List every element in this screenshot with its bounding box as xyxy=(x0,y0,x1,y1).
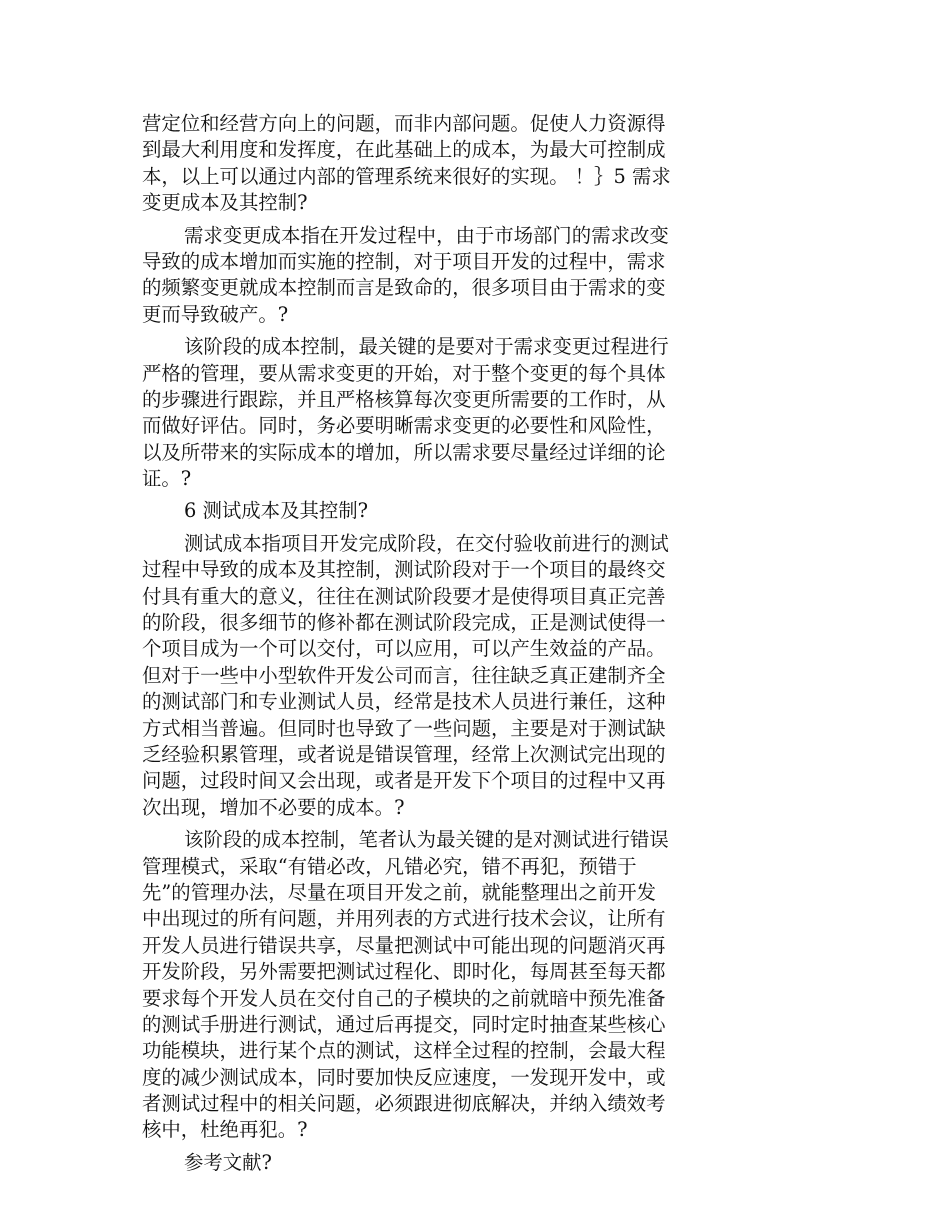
text-line: 方式相当普遍。但同时也导致了一些问题，主要是对于测试缺 xyxy=(142,716,666,740)
text-line: 次出现，增加不必要的成本。? xyxy=(142,795,405,819)
text-line: 度的减少测试成本，同时要加快反应速度，一发现开发中，或 xyxy=(142,1065,666,1089)
text-line: 而做好评估。同时，务必要明晰需求变更的必要性和风险性， xyxy=(142,414,666,438)
text-line: 核中，杜绝再犯。? xyxy=(142,1118,308,1142)
text-line: 参考文献? xyxy=(184,1150,272,1174)
text-line: 6 测试成本及其控制? xyxy=(184,499,369,523)
text-line: 乏经验积累管理，或者说是错误管理，经常上次测试完出现的 xyxy=(142,742,666,766)
text-line: 管理模式，采取“有错必改，凡错必究，错不再犯，预错于 xyxy=(142,854,637,878)
paragraph-positioning-summary xyxy=(142,111,730,217)
text-line: 更而导致破产。? xyxy=(142,302,289,326)
paragraph-testing-cost xyxy=(142,531,730,821)
text-line: 测试成本指项目开发完成阶段，在交付验收前进行的测试 xyxy=(184,531,669,555)
text-line: 开发阶段，另外需要把测试过程化、即时化，每周甚至每天都 xyxy=(142,960,666,984)
text-line: 的测试部门和专业测试人员，经常是技术人员进行兼任，这种 xyxy=(142,690,666,714)
text-line: 者测试过程中的相关问题，必须跟进彻底解决，并纳入绩效考 xyxy=(142,1092,666,1116)
text-line: 付具有重大的意义，往往在测试阶段要才是使得项目真正完善 xyxy=(142,584,666,608)
text-line: 的频繁变更就成本控制而言是致命的，很多项目由于需求的变 xyxy=(142,276,666,300)
text-line: 开发人员进行错误共享，尽量把测试中可能出现的问题消灭再 xyxy=(142,933,666,957)
section-heading-references xyxy=(142,1150,730,1176)
text-line: 营定位和经营方向上的问题，而非内部问题。促使人力资源得 xyxy=(142,112,666,135)
text-line: 到最大利用度和发挥度，在此基础上的成本，为最大可控制成 xyxy=(142,138,666,162)
text-line: 中出现过的所有问题，并用列表的方式进行技术会议，让所有 xyxy=(142,907,666,931)
text-line: 以及所带来的实际成本的增加，所以需求要尽量经过详细的论 xyxy=(142,440,666,464)
text-line: 的测试手册进行测试，通过后再提交，同时定时抽查某些核心 xyxy=(142,1012,666,1036)
text-line: 需求变更成本指在开发过程中，由于市场部门的需求改变 xyxy=(184,223,669,247)
text-line: 严格的管理，要从需求变更的开始，对于整个变更的每个具体 xyxy=(142,361,666,385)
text-line: 个项目成为一个可以交付，可以应用，可以产生效益的产品。 xyxy=(142,637,666,661)
text-line: 过程中导致的成本及其控制，测试阶段对于一个项目的最终交 xyxy=(142,558,666,582)
text-line: 该阶段的成本控制，最关键的是要对于需求变更过程进行 xyxy=(184,335,669,359)
text-line: 先”的管理办法，尽量在项目开发之前，就能整理出之前开发 xyxy=(142,880,657,904)
document-page xyxy=(142,111,730,1176)
text-line: 功能模块，进行某个点的测试，这样全过程的控制，会最大程 xyxy=(142,1039,666,1063)
section-heading-testing-cost xyxy=(142,498,730,524)
text-line: 问题，过段时间又会出现，或者是开发下个项目的过程中又再 xyxy=(142,769,666,793)
text-line: 该阶段的成本控制，笔者认为最关键的是对测试进行错误 xyxy=(184,828,669,852)
paragraph-requirement-change-control xyxy=(142,334,730,492)
text-line: 变更成本及其控制? xyxy=(142,191,308,215)
text-line: 导致的成本增加而实施的控制，对于项目开发的过程中，需求 xyxy=(142,249,666,273)
text-line: 本，以上可以通过内部的管理系统来很好的实现。 ！｝5 需求 xyxy=(142,164,671,188)
paragraph-requirement-change-cost xyxy=(142,223,730,329)
text-line: 但对于一些中小型软件开发公司而言，往往缺乏真正建制齐全 xyxy=(142,663,666,687)
text-line: 证。? xyxy=(142,467,192,491)
text-line: 的阶段，很多细节的修补都在测试阶段完成，正是测试使得一 xyxy=(142,611,666,635)
text-line: 要求每个开发人员在交付自己的子模块的之前就暗中预先准备 xyxy=(142,986,666,1010)
text-line: 的步骤进行跟踪，并且严格核算每次变更所需要的工作时，从 xyxy=(142,387,666,411)
paragraph-testing-cost-control xyxy=(142,827,730,1144)
